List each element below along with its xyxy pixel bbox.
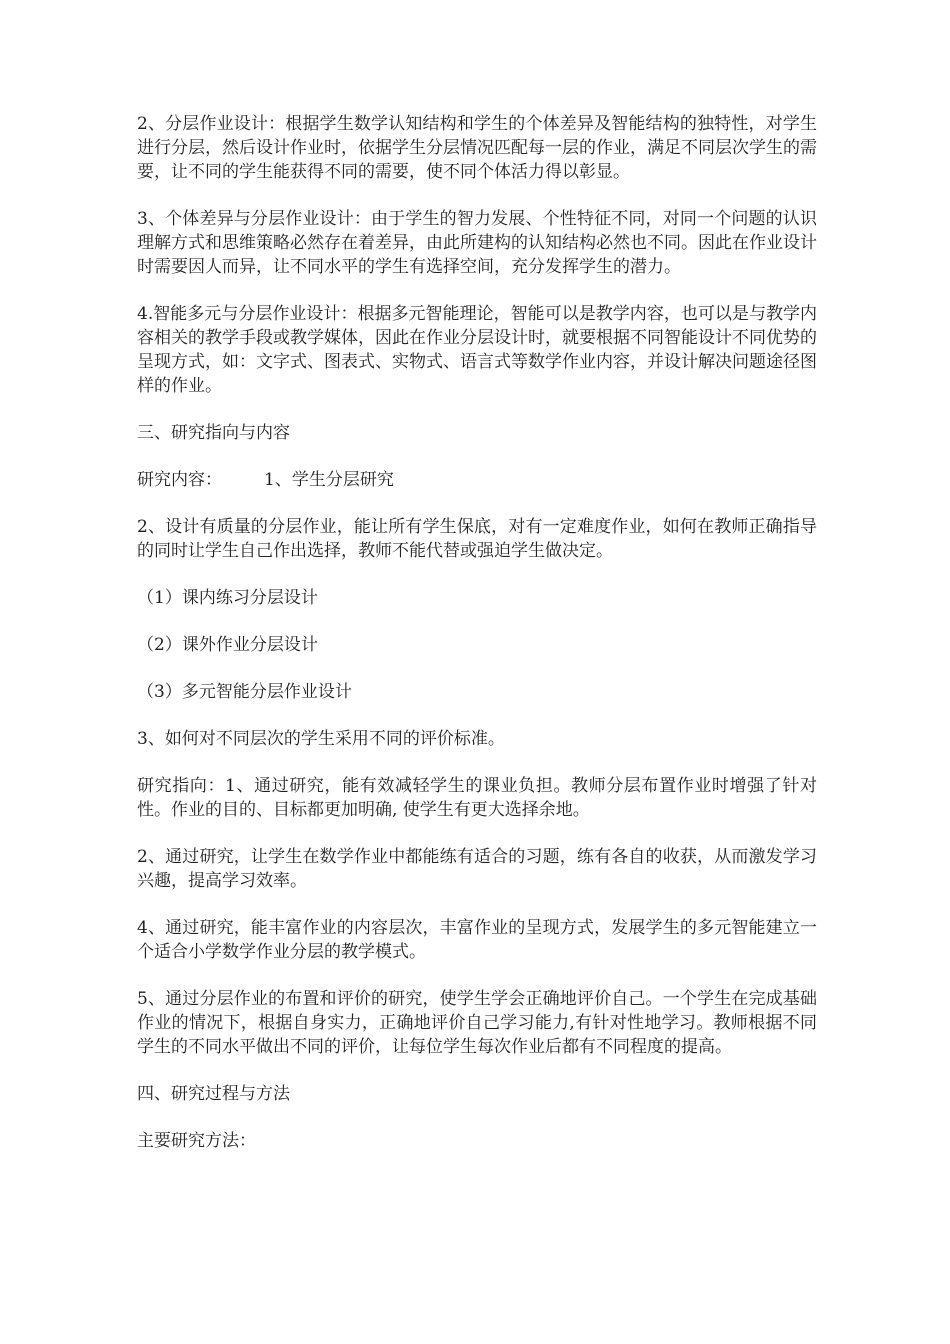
paragraph-research-direction-4: 4、通过研究，能丰富作业的内容层次，丰富作业的呈现方式，发展学生的多元智能建立一个适合小学数学作业分层的教学模式。 [137, 918, 817, 962]
paragraph-research-content [137, 468, 817, 492]
section-heading-research-process: 四、研究过程与方法 [137, 1084, 290, 1104]
document-body [137, 112, 817, 1176]
paragraph-quality-layered-homework: 2、设计有质量的分层作业，能让所有学生保底，对有一定难度作业，如何在教师正确指导的同时让学生自己作出选择，教师不能代替或强迫学生做决定。 [137, 517, 817, 561]
paragraph-individual-difference: 3、个体差异与分层作业设计：由于学生的智力发展、个性特征不同，对同一个问题的认识理解方式和思维策略必然存在着差异，由此所建构的认知结构必然也不同。因此在作业设计时需要因人而异，让不同水平的学生有选择空间，充分发挥学生的潜力。 [137, 209, 817, 277]
paragraph-research-direction-5: 5、通过分层作业的布置和评价的研究，使学生学会正确地评价自己。一个学生在完成基础作业的情况下，根据自身实力，正确地评价自己学习能力,有针对性地学习。教师根据不同学生的不同水平做出不同的评价，让每位学生每次作业后都有不同程度的提高。 [137, 989, 817, 1057]
list-item-after-class-homework: （2）课外作业分层设计 [137, 635, 318, 655]
paragraph-multiple-intelligence: 4.智能多元与分层作业设计：根据多元智能理论，智能可以是教学内容，也可以是与教学内容相关的教学手段或教学媒体，因此在作业分层设计时，就要根据不同智能设计不同优势的呈现方式，如：文字式、图表式、实物式、语言式等数学作业内容，并设计解决问题途径图样的作业。 [137, 304, 817, 396]
list-item-in-class-practice: （1）课内练习分层设计 [137, 588, 318, 608]
paragraph-research-direction-2: 2、通过研究，让学生在数学作业中都能练有适合的习题，练有各自的收获，从而激发学习兴趣，提高学习效率。 [137, 847, 817, 891]
list-item-multiple-intelligence-homework: （3）多元智能分层作业设计 [137, 682, 352, 702]
research-content-item-1: 1、学生分层研究 [264, 470, 394, 490]
research-content-label: 研究内容： [137, 470, 222, 490]
paragraph-research-direction-1: 研究指向：1、通过研究，能有效减轻学生的课业负担。教师分层布置作业时增强了针对性。作业的目的、目标都更加明确, 使学生有更大选择余地。 [137, 776, 817, 820]
paragraph-main-methods: 主要研究方法： [137, 1131, 256, 1151]
paragraph-layered-homework-design: 2、分层作业设计：根据学生数学认知结构和学生的个体差异及智能结构的独特性，对学生进行分层，然后设计作业时，依据学生分层情况匹配每一层的作业，满足不同层次学生的需要，让不同的学生能获得不同的需要，使不同个体活力得以彰显。 [137, 114, 817, 182]
section-heading-research-direction: 三、研究指向与内容 [137, 423, 290, 443]
paragraph-evaluation-standard: 3、如何对不同层次的学生采用不同的评价标准。 [137, 729, 505, 749]
